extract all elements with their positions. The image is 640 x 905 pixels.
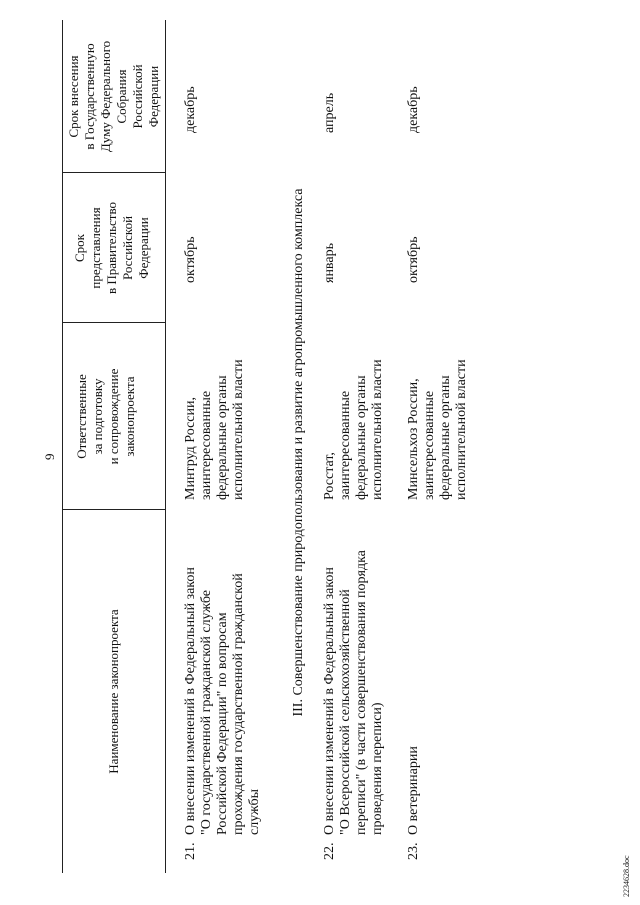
- row-22-gov: январь: [322, 243, 337, 283]
- row-21-gov: октябрь: [183, 236, 198, 283]
- row-22-name: О внесении изменений в Федеральный закон "О Всероссийской сельскохозяйственной переписи" (в части совершенствования порядка проведения переписи): [322, 550, 385, 835]
- row-21-responsible: Минтруд России, заинтересованные федеральные органы исполнительной власти: [183, 359, 246, 500]
- row-21-duma: декабрь: [183, 86, 198, 133]
- row-22-number: 22.: [322, 842, 337, 860]
- row-23-gov: октябрь: [406, 236, 421, 283]
- header-duma-deadline: Срок внесения в Государственную Думу Федерального Собрания Российской Федерации: [66, 40, 161, 153]
- row-22-responsible: Росстат, заинтересованные федеральные органы исполнительной власти: [322, 359, 385, 500]
- header-bottom-rule: [165, 20, 166, 873]
- section-title: III. Совершенствование природопользования и развитие агропромышленного комплекса: [291, 188, 306, 717]
- row-22-duma: апрель: [322, 92, 337, 133]
- row-21-number: 21.: [183, 842, 198, 860]
- row-21-name: О внесении изменений в Федеральный закон "О государственной гражданской службе Российской Федерации" по вопросам прохождения государственной гражданской службы: [183, 567, 262, 835]
- row-23-responsible: Минсельхоз России, заинтересованные федеральные органы исполнительной власти: [406, 359, 469, 500]
- header-responsible: Ответственные за подготовку и сопровождение законопроекта: [74, 368, 137, 465]
- row-23-name: О ветеринарии: [406, 746, 421, 835]
- footer-doc-id: 2234628.doc: [622, 855, 631, 897]
- row-23-duma: декабрь: [406, 86, 421, 133]
- row-23-number: 23.: [406, 842, 421, 860]
- page-number: 9: [42, 453, 57, 460]
- header-gov-deadline: Срок представления в Правительство Российской Федерации: [72, 202, 151, 295]
- header-name: Наименование законопроекта: [106, 609, 121, 774]
- table-top-rule: [62, 20, 63, 873]
